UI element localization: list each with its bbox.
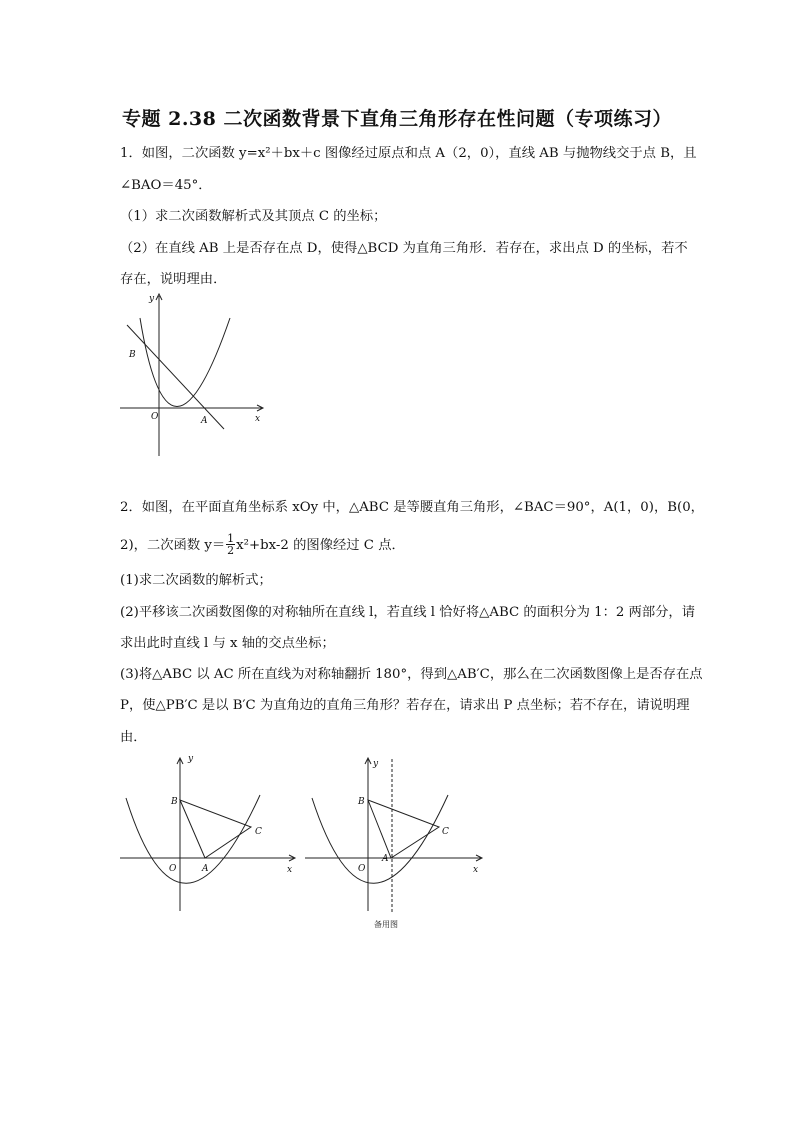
q2-fraction-denominator: 2 [227,544,235,557]
q2b-label-o: O [358,864,366,874]
q1-label-b: B [129,350,136,360]
q2-stem-line2-pre: 2)，二次函数 y＝ [120,538,226,553]
q2-part3-line2: P，使△PB′C 是以 B′C 为直角边的直角三角形？若存在，请求出 P 点坐标；若不存在，请说明理 [120,698,690,713]
q1-stem-line1: 1．如图，二次函数 y=x²＋bx＋c 图像经过原点和点 A（2，0），直线 AB 与抛物线交于点 B，且 [120,146,697,161]
q2b-label-c: C [442,827,449,837]
q2a-label-c: C [255,827,262,837]
q1-parabola [140,318,230,407]
q2-part1: (1)求二次函数的解析式； [120,573,272,588]
q2-part3-line3: 由． [120,730,147,745]
q2b-parabola [312,795,448,883]
q2b-label-a: A [382,854,389,864]
q1-figure [118,290,268,460]
q2-figure-main [118,755,298,915]
q1-label-y: y [149,294,155,304]
q2a-label-a: A [202,864,209,874]
q1-part2-line1: （2）在直线 AB 上是否存在点 D，使得△BCD 为直角三角形．若存在，求出点 D 的坐标，若不 [120,241,688,256]
page-title: 专题 2.38 二次函数背景下直角三角形存在性问题（专项练习） [121,108,672,130]
q1-part1: （1）求二次函数解析式及其顶点 C 的坐标； [120,209,387,224]
q2-fraction-numerator: 1 [227,532,235,545]
q2a-label-y: y [188,754,194,764]
q2b-triangle-abc [368,800,439,858]
q1-part2-line2: 存在，说明理由． [120,272,227,287]
q2-stem-line2-post: x²+bx-2 的图像经过 C 点． [236,538,405,553]
q2a-label-b: B [171,797,178,807]
q2-stem-line1: 2．如图，在平面直角坐标系 xOy 中，△ABC 是等腰直角三角形，∠BAC＝90°，A(1，0)，B(0， [120,500,704,515]
q2a-parabola [126,795,260,883]
q1-stem-line2: ∠BAO＝45°． [120,178,212,193]
q2-figure-spare [303,755,488,935]
q2-fraction [226,533,235,556]
q1-label-x: x [255,414,261,424]
q2b-caption: 备用图 [374,920,398,929]
q2-part2-line1: (2)平移该二次函数图像的对称轴所在直线 l，若直线 l 恰好将△ABC 的面积分为 1：2 两部分，请 [120,605,696,620]
q2-part3-line1: (3)将△ABC 以 AC 所在直线为对称轴翻折 180°，得到△AB′C，那么在二次函数图像上是否存在点 [120,667,703,682]
q2a-triangle-abc [180,800,251,858]
q2-stem-line2 [120,534,720,557]
q2a-label-x: x [287,865,293,875]
q2a-label-o: O [169,864,177,874]
q1-label-o: O [151,412,159,422]
q1-label-a: A [201,416,208,426]
q2-part2-line2: 求出此时直线 l 与 x 轴的交点坐标； [120,636,335,651]
q2b-label-x: x [473,865,479,875]
q1-line-ab [127,325,224,429]
q2b-label-y: y [373,759,379,769]
q2b-label-b: B [358,797,365,807]
